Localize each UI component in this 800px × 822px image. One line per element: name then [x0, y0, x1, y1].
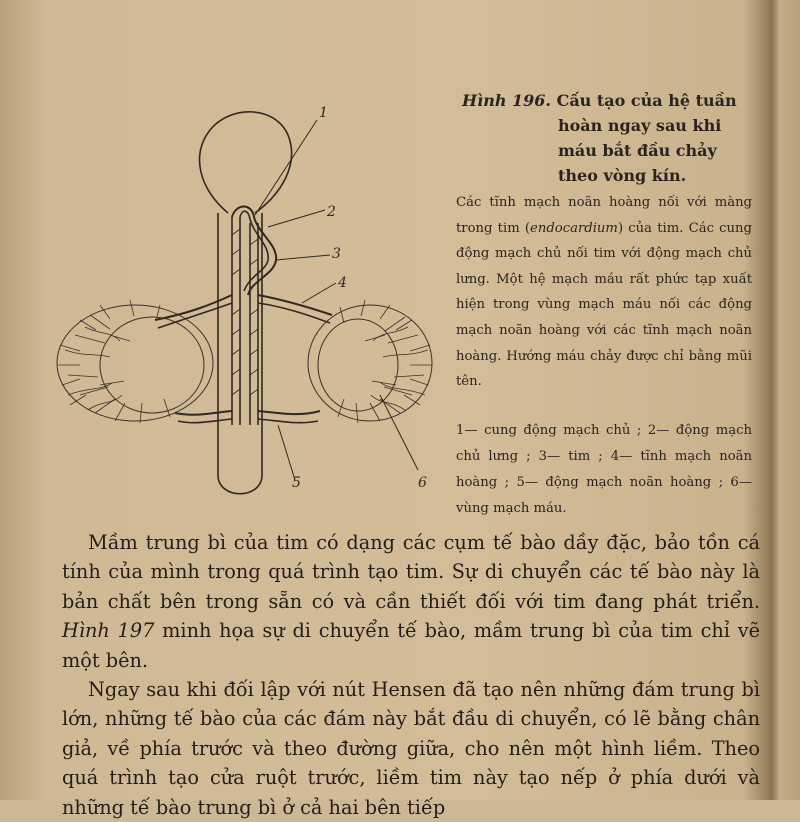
- heart-curve: [232, 207, 276, 296]
- paragraph-1: [62, 528, 760, 675]
- figure-description-text: Các tĩnh mạch noãn hoàng nối với màng trong tim (: [456, 195, 752, 236]
- figure-label-6: 6: [418, 475, 427, 491]
- figure-196-illustration: [40, 95, 440, 515]
- figure-number: Hình 196.: [462, 91, 551, 110]
- figure-label-3: 3: [332, 246, 341, 262]
- paragraph-1-text: Mầm trung bì của tim có dạng các cụm tế bào dầy đặc, bảo tồn cá tính của mình trong quá trình tạo tim. Sự di chuyển các tế bào này là bản chất bên trong sẵn có và cần thiết đối với tim đang phát triển.: [62, 531, 760, 613]
- figure-label-1: 1: [319, 105, 328, 121]
- paragraph-1-text-cont: minh họa sự di chuyển tế bào, mầm trung bì của tim chỉ vẽ một bên.: [62, 619, 761, 672]
- vascular-area-right: [308, 300, 432, 423]
- figure-title-line-1: Cấu tạo của hệ tuần: [556, 91, 737, 110]
- vitelline-artery: [175, 411, 232, 415]
- vascular-area-left: [57, 300, 213, 423]
- figure-description: [456, 190, 752, 395]
- body-text: [62, 528, 760, 822]
- figure-label-5: 5: [292, 475, 301, 491]
- figure-description-text-cont: ) của tim. Các cung động mạch chủ nối tim với động mạch chủ lưng. Một hệ mạch máu rất phức tạp xuất hiện trong vùng mạch máu nối các động mạch noãn hoàng với các tĩnh mạch noãn hoàng. Hướng máu chảy được chỉ bằng mũi tên.: [456, 220, 752, 390]
- figure-description-term: endocardium: [530, 220, 618, 236]
- figure-caption-title: [462, 88, 762, 188]
- paragraph-1-figure-ref: Hình 197: [62, 619, 155, 643]
- figure-title-line-3: máu bắt đầu chảy: [558, 141, 717, 160]
- figure-legend: 1— cung động mạch chủ ; 2— động mạch chủ lưng ; 3— tim ; 4— tĩnh mạch noãn hoàng ; 5— động mạch noãn hoàng ; 6— vùng mạch máu.: [456, 423, 752, 516]
- figure-title-line-2: hoàn ngay sau khi: [558, 116, 722, 135]
- figure-label-2: 2: [327, 204, 336, 220]
- paragraph-2: Ngay sau khi đối lập với nút Hensen đã tạo nên những đám trung bì lớn, những tế bào của các đám này bắt đầu di chuyển, có lẽ bằng chân giả, về phía trước và theo đường giữa, cho nên một hình liềm. Theo quá trình tạo cửa ruột trước, liềm tim này tạo nếp ở phía dưới và những tế bào trung bì ở cả hai bên tiếp: [62, 678, 760, 819]
- top-loop: [200, 112, 292, 213]
- figure-title-line-4: theo vòng kín.: [558, 166, 687, 185]
- figure-label-4: 4: [338, 275, 347, 291]
